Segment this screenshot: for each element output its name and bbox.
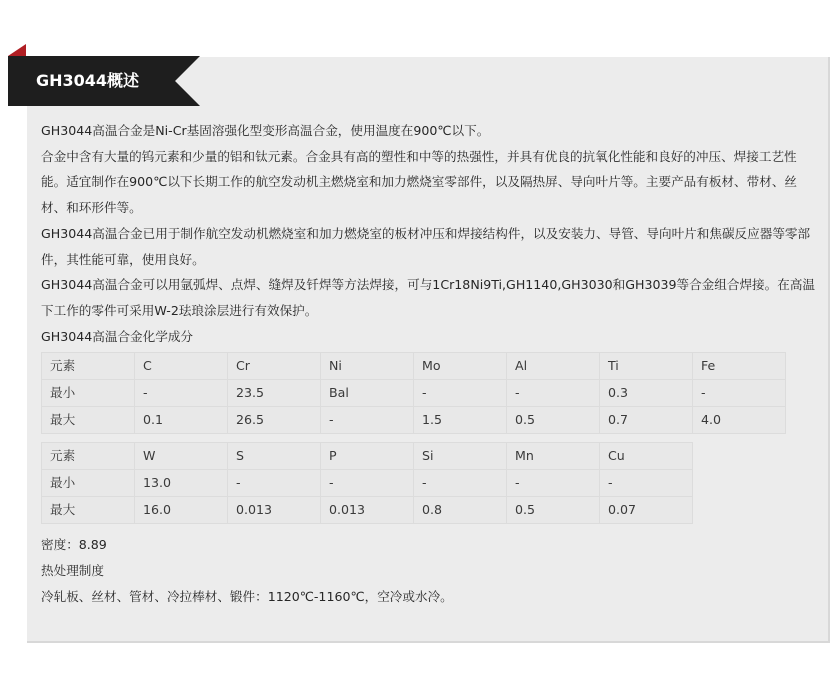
paragraph-composition: 合金中含有大量的钨元素和少量的铝和钛元素。合金具有高的塑性和中等的热强性，并具有优良的抗氧化性能和良好的冲压、焊接工艺性能。适宜制作在900℃以下长期工作的航空发动机主燃烧室和加力燃烧室零部件，以及隔热屏、导向叶片等。主要产品有板材、带材、丝材、和环形件等。 [41,148,798,216]
table-row [42,407,786,434]
table-cell: Ti [600,353,693,380]
paragraph-applications: GH3044高温合金已用于制作航空发动机燃烧室和加力燃烧室的板材冲压和焊接结构件，以及安装力、导管、导向叶片和焦碳反应器等零部件，其性能可靠，使用良好。 [41,225,811,267]
table-cell: - [600,470,693,497]
chemical-composition-heading: GH3044高温合金化学成分 [41,328,194,344]
table-cell: 0.07 [600,497,693,524]
table-cell: C [135,353,228,380]
table-cell: 0.7 [600,407,693,434]
table-cell: S [228,443,321,470]
table-cell: 0.8 [414,497,507,524]
paragraph-intro: GH3044高温合金是Ni-Cr基固溶强化型变形高温合金，使用温度在900℃以下。 [41,123,490,138]
heat-treatment-spec: 冷轧板、丝材、管材、冷拉棒材、锻件：1120℃-1160℃，空冷或水冷。 [41,588,453,604]
table-row [42,470,693,497]
section-title: GH3044概述 [36,71,140,90]
table-cell: 23.5 [228,380,321,407]
table-row [42,443,693,470]
table-cell: 4.0 [693,407,786,434]
row-header-cell: 最小 [42,470,135,497]
table-cell: - [693,380,786,407]
row-header-cell: 最小 [42,380,135,407]
table-row [42,353,786,380]
table-cell: - [414,470,507,497]
table-cell: Cr [228,353,321,380]
table-cell: Mo [414,353,507,380]
table-cell: Cu [600,443,693,470]
table-cell: Bal [321,380,414,407]
table-cell: - [228,470,321,497]
table-cell: P [321,443,414,470]
row-header-cell: 最大 [42,407,135,434]
row-header-cell: 元素 [42,443,135,470]
table-row [42,497,693,524]
table-cell: - [507,380,600,407]
table-cell: Fe [693,353,786,380]
table-cell: 0.013 [321,497,414,524]
table-cell: - [414,380,507,407]
table-cell: Al [507,353,600,380]
table-cell: 0.013 [228,497,321,524]
table-row [42,380,786,407]
table-cell: W [135,443,228,470]
table-cell: 1.5 [414,407,507,434]
table-cell: - [321,470,414,497]
table-cell: - [507,470,600,497]
table-cell: 13.0 [135,470,228,497]
table-cell: 0.1 [135,407,228,434]
table-cell: - [135,380,228,407]
chemical-composition-table-1 [41,352,786,434]
chemical-composition-table-2 [41,442,693,524]
paragraph-welding: GH3044高温合金可以用氩弧焊、点焊、缝焊及钎焊等方法焊接，可与1Cr18Ni9Ti,GH1140,GH3030和GH3039等合金组合焊接。在高温下工作的零件可采用W-2珐琅涂层进行有效保护。 [41,277,816,318]
tab-accent [8,44,26,56]
table-cell: Si [414,443,507,470]
heat-treatment-heading: 热处理制度 [41,563,104,579]
table-cell: 0.3 [600,380,693,407]
table-cell: 0.5 [507,497,600,524]
properties-block [41,532,821,609]
table-cell: Ni [321,353,414,380]
table-cell: 0.5 [507,407,600,434]
table-cell: - [321,407,414,434]
article-body [41,118,821,609]
table-cell: 26.5 [228,407,321,434]
row-header-cell: 最大 [42,497,135,524]
row-header-cell: 元素 [42,353,135,380]
table-cell: Mn [507,443,600,470]
table-cell: 16.0 [135,497,228,524]
density-line: 密度：8.89 [41,537,107,553]
